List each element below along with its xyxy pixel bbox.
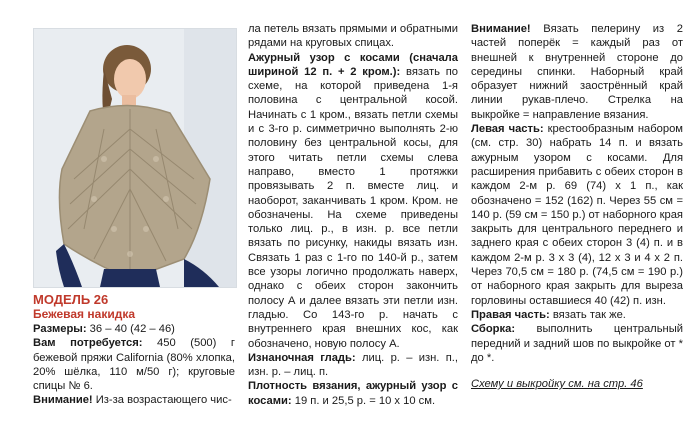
density-label: Плотность вязания, ажурный узор с косами: — [248, 380, 458, 407]
attention-paragraph-2 — [471, 22, 683, 122]
purl-paragraph — [248, 351, 458, 380]
lace-pattern-paragraph — [248, 51, 458, 351]
column-middle — [248, 22, 458, 408]
materials-label: Вам потребуется: — [33, 337, 143, 350]
density-text: 19 п. и 25,5 р. = 10 х 10 см. — [291, 394, 436, 407]
attention-label-1: Внимание! — [33, 394, 93, 407]
model-photo — [33, 28, 237, 288]
assembly-text: выполнить центральный передний и задний шов по выкройке от * до *. — [471, 323, 683, 364]
sizes-label: Размеры: — [33, 323, 87, 335]
left-part-paragraph — [471, 122, 683, 308]
pattern-reference: Схему и выкройку см. на стр. 46 — [471, 378, 643, 391]
sizes-paragraph — [33, 322, 235, 336]
lace-pattern-text: вязать по схеме, на которой приведена 1-я половина с центральной косой. Начинать с 1 кром., вязать петли схемы и с 3-го р. симметрично выполнять 2-ю половину без центральной косы, для этого читать петли схемы слева направо, вместо 1 протяжки провязывать 2 п. вместе лиц. и наоборот, заканчивать 1 кром. Кром. не обозначены. На схеме приведены только лиц. р., в изн. р. все петли вязать по рисунку, накиды вязать изн. Связать 1 раз с 1-го по 140-й р., затем все узоры логично продолжать наверх, однако с обеих сторон закончить полосу А и далее вязать эти петли изн. гладью. Со 143-го р. начать с внутреннего края внешних кос, как обозначено, новую полосу А. — [248, 65, 458, 350]
sizes-text: 36 – 40 (42 – 46) — [86, 323, 175, 335]
lace-pattern-label: Ажурный узор с косами (сначала шириной 12 п. + 2 кром.): — [248, 51, 458, 78]
right-part-text: вязать так же. — [549, 308, 626, 321]
purl-text: лиц. р. – изн. п., изн. р. – лиц. п. — [248, 351, 459, 379]
column-left — [33, 292, 235, 408]
assembly-paragraph — [471, 322, 683, 365]
left-part-text: крестообразным набором (см. стр. 30) набрать 14 п. и вязать ажурным узором с косами. Для расширения прибавить с обеих сторон в каждом 2-м р. 69 (74) х 1 п., как обозначено = 152 (162) п. Через 55 см = 140 р. (59 см = 150 р.) от наборного края закрыть для центрального переднего и заднего края с обеих сторон 3 (4) п. и в каждом 2-м р. 3 х 3 (4), 12 х 3 и 4 х 2 п. Через 70,5 см = 180 р. (74,5 см = 190 р.) от наборного края закрыть для выреза горловины оставшиеся 40 (42) п. изн. — [471, 123, 683, 307]
purl-label: Изнаночная гладь: — [248, 351, 356, 364]
attention-label-2: Внимание! — [471, 23, 531, 35]
right-part-paragraph — [471, 308, 683, 322]
left-part-label: Левая часть: — [471, 123, 544, 136]
density-paragraph — [248, 379, 458, 408]
attention-paragraph-1 — [33, 393, 235, 407]
model-subtitle: Бежевая накидка — [33, 307, 135, 321]
right-part-label: Правая часть: — [471, 308, 550, 321]
woman-in-lace-poncho-illustration — [34, 29, 236, 287]
column-right — [471, 22, 683, 391]
attention-text-1: Из-за возрастающего чис- — [92, 394, 232, 407]
continuation-paragraph: ла петель вязать прямыми и обратными рядами на круговых спицах. — [248, 23, 458, 50]
materials-text: 450 (500) г бежевой пряжи California (80% хлопка, 20% шёлка, 110 м/50 г); круговые спицы № 6. — [33, 337, 235, 393]
materials-paragraph — [33, 336, 235, 393]
attention-text-2: Вязать пелерину из 2 частей поперёк = каждый раз от внешней к внутренней стороне до середины спинки. Наборный край образует нижний заострённый край линии рукав-плечо. Стрелка на выкройке = направление вязания. — [471, 23, 683, 121]
assembly-label: Сборка: — [471, 323, 516, 336]
model-title: МОДЕЛЬ 26 — [33, 292, 109, 307]
